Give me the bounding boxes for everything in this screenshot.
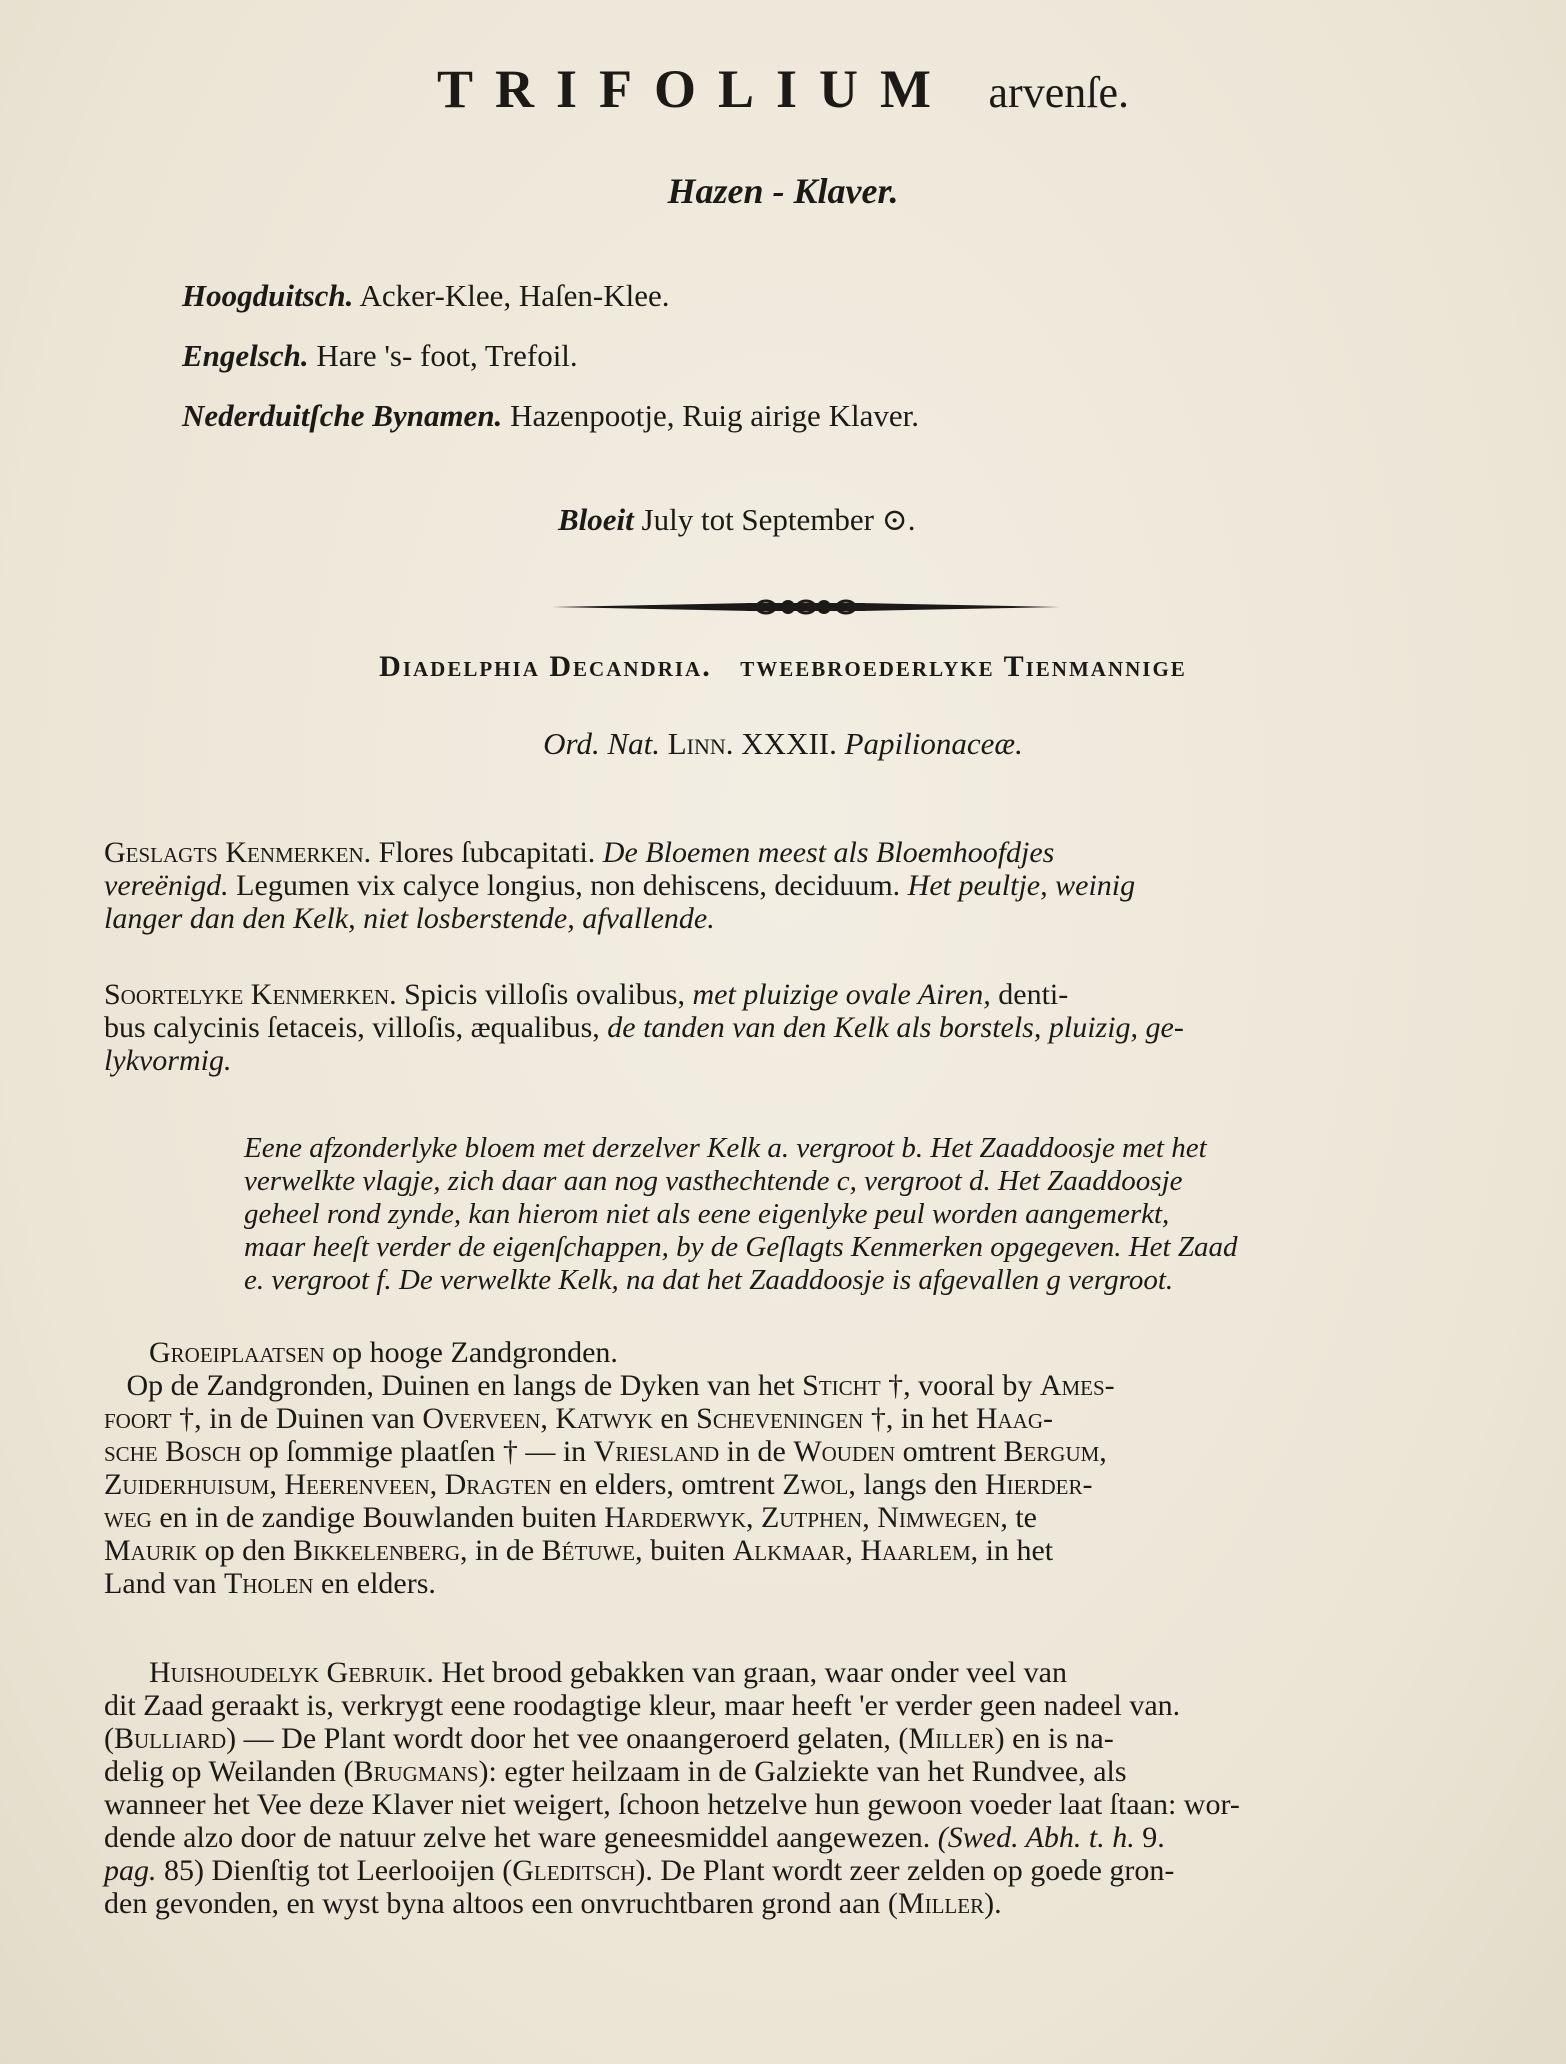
name-language-label: Hoogduitsch. (182, 278, 354, 313)
text-run: Heerenveen (284, 1468, 430, 1501)
text-run: en elders, omtrent (551, 1468, 783, 1501)
text-line (104, 1689, 1494, 1722)
text-run: ): egter heilzaam in de Galziekte van het Rundvee, als (478, 1755, 1127, 1788)
text-line (104, 978, 1494, 1011)
name-values: Acker-Klee, Haſen-Klee. (359, 278, 670, 313)
text-line (104, 1534, 1494, 1567)
text-line (104, 1854, 1494, 1887)
text-run: in de (719, 1435, 794, 1468)
text-line: e. vergroot f. De verwelkte Kelk, na dat het Zaaddoosje is afgevallen g vergroot. (244, 1264, 1174, 1296)
text-run: vereënigd. (104, 869, 229, 902)
text-line (104, 1788, 1494, 1821)
text-run: Gleditsch (512, 1854, 636, 1887)
text-run: 9. (1134, 1821, 1165, 1854)
bloom-label: Bloeit (558, 502, 634, 537)
text-run: Katwyk (555, 1402, 653, 1435)
text-run: wanneer het Vee deze Klaver niet weigert, ſchoon hetzelve hun gewoon voeder laat ſtaan: wor- (104, 1788, 1240, 1821)
text-run: Tholen (223, 1567, 314, 1600)
text-run: delig op Weilanden ( (104, 1755, 354, 1788)
text-run: , (845, 1534, 861, 1567)
text-run: ( (104, 1722, 114, 1755)
bloom-value: July tot September ⊙. (641, 502, 916, 537)
text-run: Bikkelenberg (293, 1534, 460, 1567)
common-names-list (182, 278, 1432, 458)
text-line (104, 1011, 1494, 1044)
text-run: †, in de Duinen van (171, 1402, 423, 1435)
text-run: , (862, 1501, 878, 1534)
text-run: en elders. (313, 1567, 436, 1600)
text-line (104, 1435, 1494, 1468)
name-values: Hazenpootje, Ruig airige Klaver. (510, 398, 919, 433)
text-line (104, 869, 1494, 902)
class-latin: Diadelphia Decandria. (379, 650, 712, 683)
text-run: Haarlem (860, 1534, 971, 1567)
text-line: Eene afzonderlyke bloem met derzelver Kelk a. vergroot b. Het Zaaddoosje met het (244, 1132, 1207, 1164)
text-run: op den (197, 1534, 293, 1567)
class-dutch: tweebroederlyke Tienmannige (740, 650, 1187, 683)
text-run: Dragten (444, 1468, 552, 1501)
text-run: Bulliard (114, 1722, 227, 1755)
ord-label: Ord. Nat. (543, 726, 660, 761)
natural-order-heading (0, 726, 1566, 762)
text-run: Sticht (802, 1369, 881, 1402)
ord-author: Linn. (667, 726, 734, 761)
text-run: met pluizige ovale Airen, (692, 978, 991, 1011)
text-run: , in het (970, 1534, 1054, 1567)
ornament-divider (552, 596, 1060, 618)
text-run: Soortelyke Kenmerken. (104, 978, 397, 1011)
text-run: , buiten (635, 1534, 733, 1567)
text-run: Haag- (975, 1402, 1053, 1435)
text-line (104, 836, 1494, 869)
text-line (104, 1821, 1494, 1854)
text-line (104, 1501, 1494, 1534)
text-line (104, 1567, 1494, 1600)
text-run: Miller (897, 1887, 985, 1920)
text-line (104, 1369, 1494, 1402)
genus-characters-paragraph (104, 836, 1494, 935)
text-run: , (540, 1402, 556, 1435)
text-line: geheel rond zynde, kan hierom niet als eene eigenlyke peul worden aangemerkt, (244, 1198, 1170, 1230)
text-run: Huishoudelyk Gebruik. (104, 1656, 434, 1689)
text-line (104, 1044, 1494, 1077)
text-run: Miller (908, 1722, 995, 1755)
text-run: Brugmans (353, 1755, 479, 1788)
text-run: , (746, 1501, 762, 1534)
text-line: verwelkte vlagje, zich daar aan nog vasthechtende c, vergroot d. Het Zaaddoosje (244, 1165, 1183, 1197)
text-run: ) en is na- (994, 1722, 1114, 1755)
text-run: Harderwyk (604, 1501, 747, 1534)
text-run: dende alzo door de natuur zelve het ware geneesmiddel aangewezen. (104, 1821, 938, 1854)
text-run: bus calycinis ſetaceis, villoſis, æqualibus, (104, 1011, 608, 1044)
text-run: ) — De Plant wordt door het vee onaangeroerd gelaten, ( (226, 1722, 909, 1755)
species-epithet: arvenſe. (988, 68, 1129, 117)
text-line (104, 1656, 1494, 1689)
name-language-label: Nederduitſche Bynamen. (182, 398, 503, 433)
figure-explanation-paragraph (244, 1132, 1494, 1297)
text-run: Zutphen (761, 1501, 863, 1534)
ord-family: Papilionaceæ. (844, 726, 1023, 761)
text-line: maar heeſt verder de eigenſchappen, by de Geſlagts Kenmerken opgegeven. Het Zaad (244, 1231, 1238, 1263)
text-run: Zwol (782, 1468, 849, 1501)
ord-number: XXXII. (741, 726, 837, 761)
text-run: ). (984, 1887, 1002, 1920)
text-run: Spicis villoſis ovalibus, (396, 978, 693, 1011)
vernacular-name: Hazen - Klaver. (667, 171, 899, 211)
text-line (104, 1336, 1494, 1369)
text-run: op hooge Zandgronden. (324, 1336, 618, 1369)
text-run: , te (1000, 1501, 1037, 1534)
genus-name: TRIFOLIUM (437, 59, 954, 119)
text-run: pag. (104, 1854, 157, 1887)
text-run: Alkmaar (732, 1534, 846, 1567)
bloom-period (558, 502, 915, 538)
text-run: Vriesland (593, 1435, 720, 1468)
text-run: op ſommige plaatſen † — in (241, 1435, 594, 1468)
text-line (104, 1402, 1494, 1435)
linnaean-class-heading (0, 650, 1566, 684)
text-line (104, 1722, 1494, 1755)
habitat-paragraph (104, 1336, 1494, 1600)
text-line (104, 1887, 1494, 1920)
page-title (0, 58, 1566, 120)
text-run: foort (104, 1402, 172, 1435)
text-run: †, in het (863, 1402, 976, 1435)
text-run: Overveen (422, 1402, 541, 1435)
name-row-dutch (182, 398, 1432, 458)
text-run: dit Zaad geraakt is, verkrygt eene roodagtige kleur, maar heeft 'er verder geen nadeel van. (104, 1689, 1181, 1722)
text-run: en in de zandige Bouwlanden buiten (151, 1501, 605, 1534)
text-run: Het brood gebakken van graan, waar onder veel van (433, 1656, 1067, 1689)
text-line (104, 1755, 1494, 1788)
text-run: omtrent (895, 1435, 1004, 1468)
text-run: †, vooral by (880, 1369, 1040, 1402)
text-run: Bergum, (1003, 1435, 1107, 1468)
economic-use-paragraph (104, 1656, 1494, 1920)
text-line (104, 902, 1494, 935)
text-run: ). De Plant wordt zeer zelden op goede gron- (635, 1854, 1175, 1887)
text-run: 85) Dienſtig tot Leerlooijen ( (156, 1854, 513, 1887)
text-run: Zuiderhuisum (104, 1468, 270, 1501)
text-run: Legumen vix calyce longius, non dehiscens, deciduum. (228, 869, 908, 902)
text-run: Wouden (793, 1435, 896, 1468)
text-run: en (652, 1402, 697, 1435)
name-row-english (182, 338, 1432, 398)
text-run: , (269, 1468, 285, 1501)
text-run: den gevonden, en wyst byna altoos een onvruchtbaren grond aan ( (104, 1887, 898, 1920)
text-run: Hierder- (985, 1468, 1093, 1501)
text-run: Bétuwe (541, 1534, 636, 1567)
text-run: langer dan den Kelk, niet losberstende, afvallende. (104, 902, 715, 935)
text-run: Flores ſubcapitati. (371, 836, 603, 869)
text-run: , in de (460, 1534, 542, 1567)
name-language-label: Engelsch. (182, 338, 309, 373)
species-characters-paragraph (104, 978, 1494, 1077)
text-run: sche Bosch (104, 1435, 242, 1468)
text-run: Land van (104, 1567, 224, 1600)
text-run: (Swed. Abh. t. h. (937, 1821, 1135, 1854)
text-run: Nimwegen (877, 1501, 1001, 1534)
text-run: Maurik (104, 1534, 198, 1567)
name-values: Hare 's- foot, Trefoil. (316, 338, 578, 373)
text-run: weg (104, 1501, 152, 1534)
text-run: Scheveningen (696, 1402, 864, 1435)
text-run: denti- (990, 978, 1069, 1011)
text-run: Ames- (1039, 1369, 1115, 1402)
text-run: , (429, 1468, 445, 1501)
text-run: De Bloemen meest als Bloemhoofdjes (602, 836, 1055, 869)
text-run: Op de Zandgronden, Duinen en langs de Dyken van het (104, 1369, 803, 1402)
text-line (104, 1468, 1494, 1501)
name-row-german (182, 278, 1432, 338)
text-run: Groeiplaatsen (104, 1336, 325, 1369)
text-run: , langs den (848, 1468, 986, 1501)
text-run: lykvormig. (104, 1044, 232, 1077)
text-run: Geslagts Kenmerken. (104, 836, 372, 869)
text-run: de tanden van den Kelk als borstels, pluizig, ge- (607, 1011, 1184, 1044)
text-run: Het peultje, weinig (907, 869, 1136, 902)
